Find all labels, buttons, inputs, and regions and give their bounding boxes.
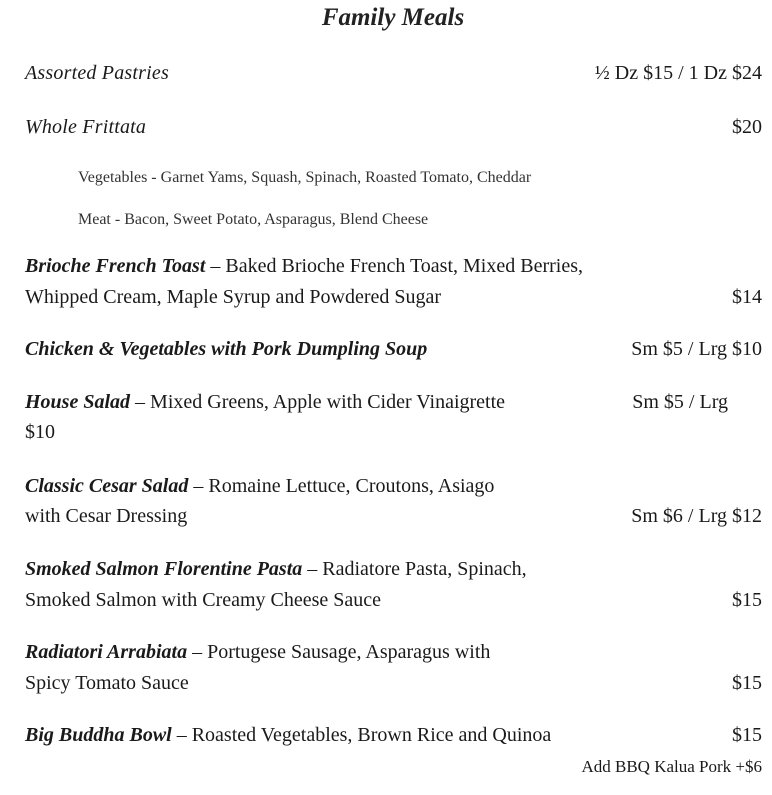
item-price: ½ Dz $15 / 1 Dz $24 [594,62,762,84]
item-description: Roasted Vegetables, Brown Rice and Quinoa [191,724,552,746]
frittata-option-meat: Meat - Bacon, Sweet Potato, Asparagus, Blend Cheese [78,211,429,228]
item-price: Sm $5 / Lrg $10 [631,338,762,360]
item-price: Sm $6 / Lrg $12 [631,505,762,527]
item-name: Big Buddha Bowl [25,724,172,746]
item-description: Romaine Lettuce, Croutons, Asiago [208,475,495,497]
item-description-line2: Spicy Tomato Sauce [25,672,189,694]
menu-item-big-buddha-bowl: Big Buddha Bowl – Roasted Vegetables, Brown Rice and Quinoa [25,724,552,746]
item-name: House Salad [25,391,131,413]
item-name: Smoked Salmon Florentine Pasta [25,558,303,580]
item-name: Brioche French Toast [25,255,206,277]
item-description-line2: Smoked Salmon with Creamy Cheese Sauce [25,589,382,611]
menu-title: Family Meals [321,4,465,31]
item-name: Assorted Pastries [25,62,169,84]
item-description-line2: with Cesar Dressing [25,505,188,527]
item-price: $14 [732,286,762,308]
menu-item-chicken-dumpling-soup [25,337,427,361]
item-name: Classic Cesar Salad [25,475,189,497]
item-price: $15 [732,672,762,694]
menu-item-brioche-french-toast: Brioche French Toast – Baked Brioche French Toast, Mixed Berries, [25,255,583,277]
menu-item-whole-frittata [25,115,146,139]
item-addon: Add BBQ Kalua Pork +$6 [581,757,762,776]
menu-item-classic-cesar-salad: Classic Cesar Salad – Romaine Lettuce, Croutons, Asiago [25,475,495,497]
item-price-wrap: $10 [25,421,55,443]
item-name: Whole Frittata [25,116,147,138]
item-description: Portugese Sausage, Asparagus with [207,641,491,663]
menu-item-smoked-salmon-pasta: Smoked Salmon Florentine Pasta – Radiatore Pasta, Spinach, [25,558,527,580]
item-description: Mixed Greens, Apple with Cider Vinaigrette [150,391,506,413]
item-price: Sm $5 / Lrg [632,391,728,413]
item-price: $15 [732,589,762,611]
menu-item-house-salad: House Salad – Mixed Greens, Apple with Cider Vinaigrette [25,391,506,413]
item-price: $15 [732,724,762,746]
menu-item-radiatori-arrabiata: Radiatori Arrabiata – Portugese Sausage, Asparagus with [25,641,491,663]
item-description: Baked Brioche French Toast, Mixed Berries, [225,255,583,277]
item-name: Radiatori Arrabiata [25,641,188,663]
item-name: Chicken & Vegetables with Pork Dumpling Soup [25,338,428,360]
frittata-option-vegetables: Vegetables - Garnet Yams, Squash, Spinach, Roasted Tomato, Cheddar [78,169,532,186]
menu-item-assorted-pastries [25,61,169,85]
item-price: $20 [732,116,762,138]
item-description: Radiatore Pasta, Spinach, [322,558,527,580]
item-description-line2: Whipped Cream, Maple Syrup and Powdered Sugar [25,286,442,308]
